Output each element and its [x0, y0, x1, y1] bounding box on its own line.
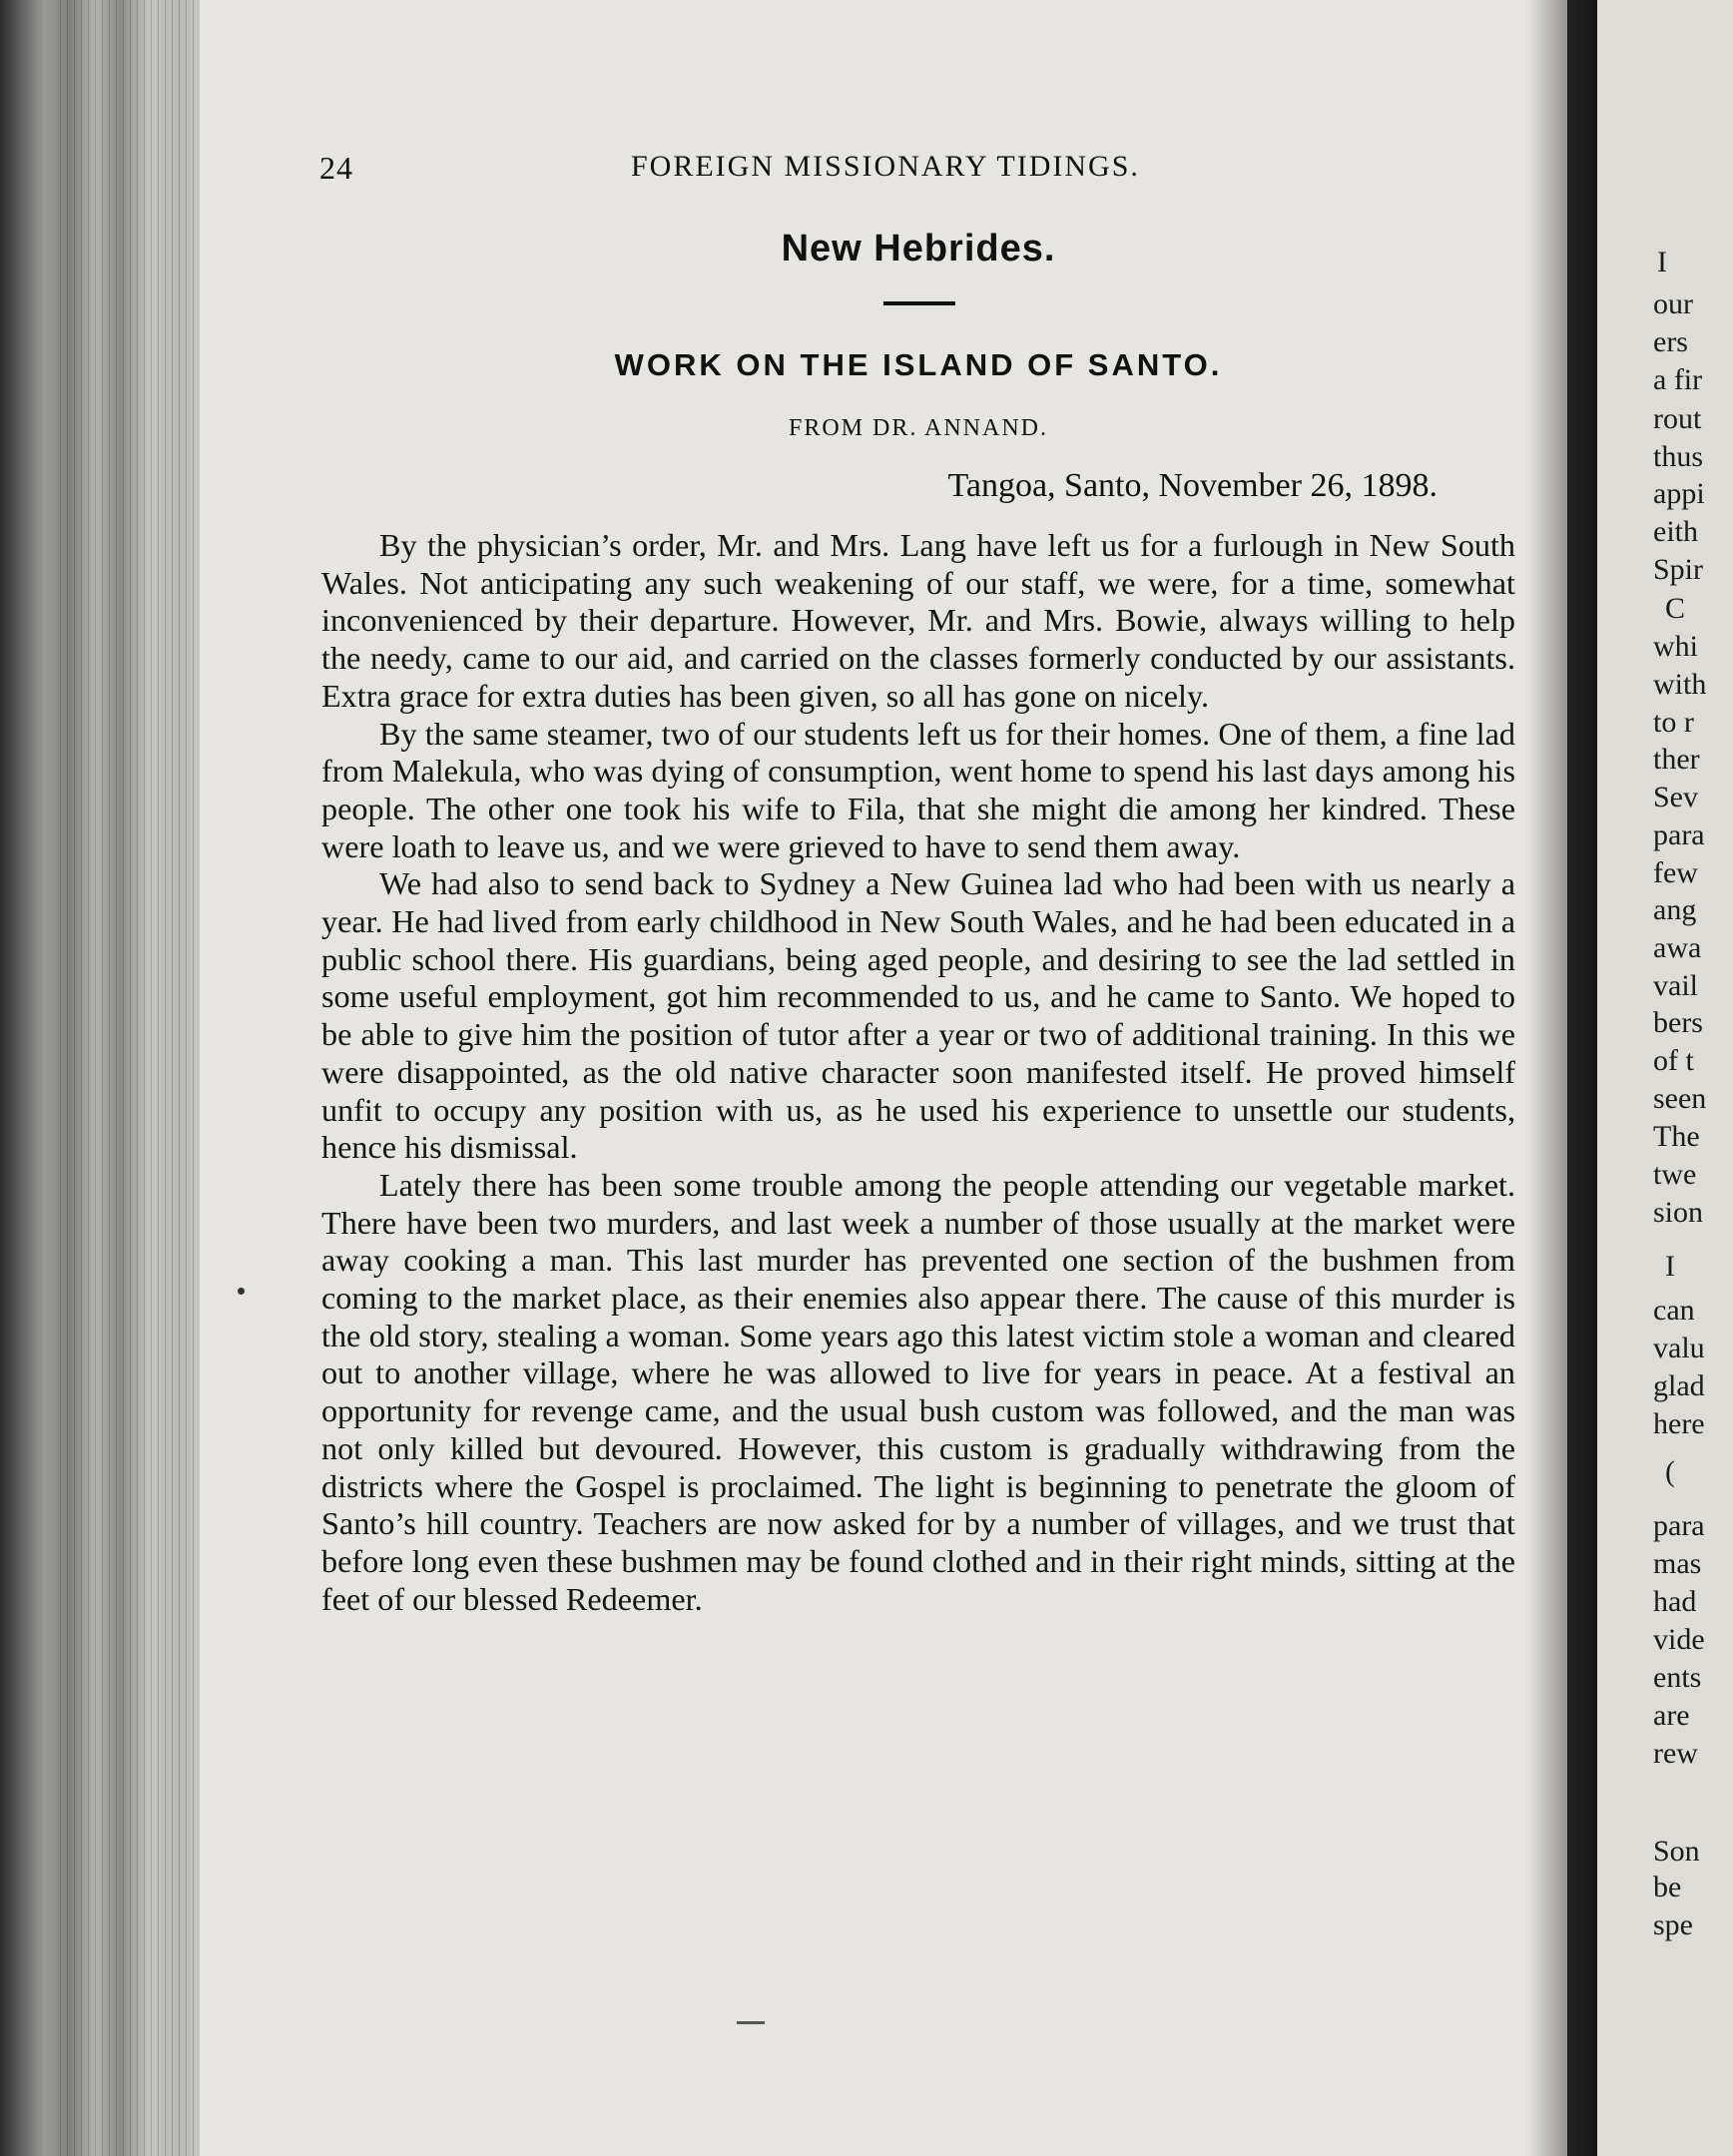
- facing-page-fragment: mas: [1653, 1547, 1702, 1580]
- facing-page-fragment: our: [1653, 287, 1693, 320]
- facing-page-fragment: The: [1653, 1120, 1700, 1153]
- facing-page-fragment: twe: [1653, 1158, 1697, 1191]
- page-number: 24: [319, 150, 353, 186]
- gutter-shadow: [1527, 0, 1597, 2156]
- title-rule: [883, 301, 955, 305]
- page-stack-edge: [0, 0, 210, 2156]
- paragraph: By the physician’s order, Mr. and Mrs. Lang have left us for a furlough in New South Wales. Not anticipating any such weakening of our staff, we were, for a time, somewhat inconvenienced by their departure. However, Mr. and Mrs. Bowie, always willing to help the needy, came to our aid, and carried on the classes formerly conducted by our assistants. Extra grace for extra duties has been given, so all has gone on nicely.: [321, 527, 1515, 714]
- paragraph: By the same steamer, two of our students left us for their homes. One of them, a fine lad from Malekula, who was dying of consumption, went home to spend his last days among his people. The other one took his wife to Fila, that she might die among her kindred. These were loath to leave us, and we were grieved to have to send them away.: [321, 715, 1515, 864]
- facing-page-fragment: here: [1653, 1407, 1705, 1440]
- article-body: [321, 527, 1515, 1618]
- facing-page-fragment: spe: [1653, 1908, 1693, 1941]
- paragraph: Lately there has been some trouble among the people attending our vegetable market. There have been two murders, and last week a number of those usually at the market were away cooking a man. This last murder has prevented one section of the bushmen from coming to the market place, as their enemies also appear there. The cause of this murder is the old story, stealing a woman. Some years ago this latest victim stole a woman and cleared out to another village, where he was allowed to live for years in peace. At a festival an opportunity for revenge came, and the usual bush custom was followed, and the man was not only killed but devoured. However, this custom is gradually withdrawing from the districts where the Gospel is proclaimed. The light is beginning to penetrate the gloom of Santo’s hill country. Teachers are now asked for by a number of villages, and we trust that before long even these bushmen may be found clothed and in their right minds, sitting at the feet of our blessed Redeemer.: [321, 1166, 1515, 1617]
- facing-page-fragment: glad: [1653, 1369, 1705, 1402]
- facing-page-fragment: awa: [1653, 931, 1702, 964]
- facing-page-fragment: vail: [1653, 969, 1698, 1002]
- byline: FROM DR. ANNAND.: [788, 415, 1049, 441]
- facing-page-fragment: be: [1653, 1871, 1682, 1903]
- facing-page-fragment: valu: [1653, 1332, 1705, 1364]
- facing-page-fragment: ther: [1653, 743, 1700, 776]
- facing-page-fragment: appi: [1653, 477, 1705, 510]
- page-edges: [60, 0, 200, 2156]
- page-header: [319, 150, 1517, 190]
- facing-page-fragment: (: [1665, 1455, 1675, 1488]
- facing-page-fragment: to r: [1653, 706, 1694, 739]
- facing-page-fragment: I: [1665, 1250, 1675, 1283]
- facing-page-fragment: Spir: [1653, 553, 1704, 586]
- dateline: Tangoa, Santo, November 26, 1898.: [947, 467, 1438, 504]
- facing-page-fragment: seen: [1653, 1082, 1707, 1115]
- facing-page-fragment: few: [1653, 856, 1698, 889]
- facing-page-fragment: are: [1653, 1699, 1690, 1732]
- facing-page-fragment: whi: [1653, 630, 1698, 663]
- facing-page-fragment: can: [1653, 1294, 1695, 1327]
- facing-page-fragment: thus: [1653, 440, 1704, 473]
- facing-page-fragment: ers: [1653, 325, 1688, 358]
- facing-page-fragment: had: [1653, 1585, 1697, 1618]
- running-title: FOREIGN MISSIONARY TIDINGS.: [631, 150, 1140, 183]
- facing-page-fragment: sion: [1653, 1196, 1704, 1229]
- facing-page: [1597, 0, 1733, 2156]
- facing-page-fragment: rew: [1653, 1737, 1698, 1770]
- facing-page-fragment: C: [1665, 592, 1686, 625]
- facing-page-fragment: ents: [1653, 1661, 1702, 1694]
- facing-page-fragment: bers: [1653, 1006, 1703, 1039]
- section-title: New Hebrides.: [781, 228, 1056, 270]
- facing-page-fragment: a fir: [1653, 363, 1703, 396]
- facing-page-fragment: of t: [1653, 1044, 1694, 1077]
- facing-page-fragment: ang: [1653, 893, 1697, 926]
- facing-page-fragment: with: [1653, 668, 1707, 701]
- facing-page-fragment: Sev: [1653, 781, 1698, 813]
- ink-speck: [238, 1288, 245, 1295]
- facing-page-fragment: Son: [1653, 1835, 1700, 1868]
- facing-page-fragment: vide: [1653, 1623, 1705, 1656]
- facing-page-fragment: rout: [1653, 402, 1702, 435]
- facing-page-fragment: para: [1653, 818, 1705, 851]
- article-title: WORK ON THE ISLAND OF SANTO.: [614, 347, 1223, 382]
- facing-page-fragment: eith: [1653, 515, 1698, 548]
- end-mark: [737, 2021, 765, 2024]
- facing-page-fragment: para: [1653, 1509, 1705, 1542]
- facing-page-fragment: I: [1657, 246, 1667, 278]
- paragraph: We had also to send back to Sydney a New Guinea lad who had been with us nearly a year. He had lived from early childhood in New South Wales, and he had been educated in a public school there. His guardians, being aged people, and desiring to see the lad settled in some useful employment, got him recommended to us, and he came to Santo. We hoped to be able to give him the position of tutor after a year or two of additional training. In this we were disappointed, as the old native character soon manifested itself. He proved himself unfit to occupy any position with us, as he used his experience to unsettle our students, hence his dismissal.: [321, 865, 1515, 1166]
